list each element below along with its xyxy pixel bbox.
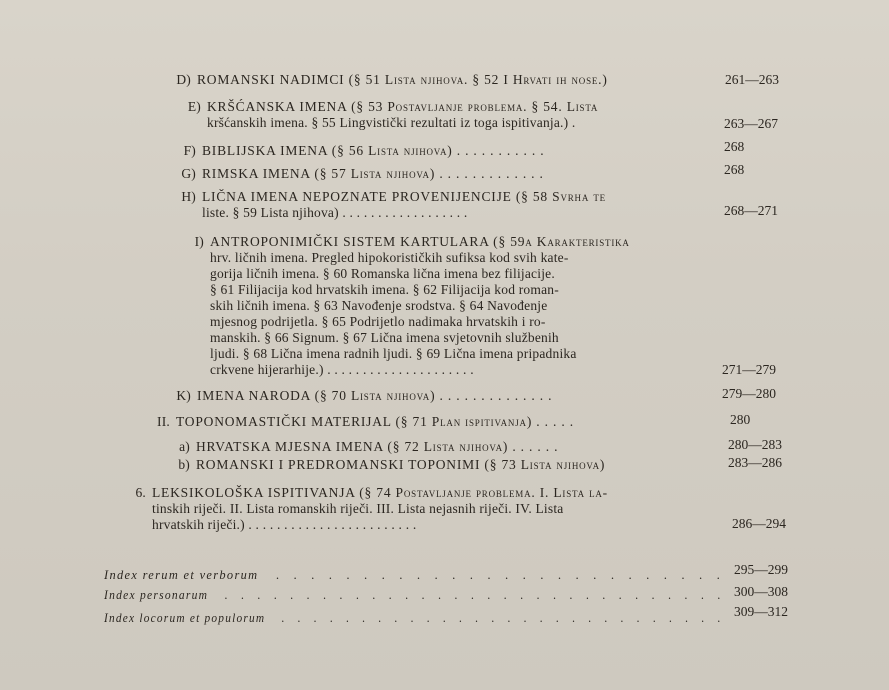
page-range: 283—286 (728, 455, 782, 470)
toc-entry-6 (118, 485, 608, 533)
entry-text: skih ličnih imena. § 63 Navođenje srodstva. § 64 Navođenje (210, 298, 548, 313)
entry-text: TOPONOMASTIČKI MATERIJAL (§ 71 Plan ispitivanja) . . . . . (176, 414, 574, 429)
entry-text: hrvatskih riječi.) . . . . . . . . . . . . . . . . . . . . . . . . (152, 517, 417, 532)
entry-label: F) (183, 143, 196, 158)
page-range: 309—312 (734, 604, 788, 619)
entry-label: 6. (135, 485, 146, 500)
page-range: 280 (730, 412, 751, 427)
entry-text: LIČNA IMENA NEPOZNATE PROVENIJENCIJE (§ 58 Svrha te (202, 189, 606, 204)
index-entry (104, 610, 726, 626)
entry-text: ANTROPONIMIČKI SISTEM KARTULARA (§ 59a Karakteristika (210, 234, 630, 249)
page-range: 300—308 (734, 584, 788, 599)
entry-text: hrv. ličnih imena. Pregled hipokorističkih sufiksa kod svih kate- (210, 250, 569, 265)
page-range: 271—279 (722, 362, 776, 377)
entry-text: kršćanskih imena. § 55 Lingvistički rezultati iz toga ispitivanja.) . (207, 115, 576, 130)
page-range: 268 (724, 139, 745, 154)
entry-text: IMENA NARODA (§ 70 Lista njihova) . . . . . . . . . . . . . . (197, 388, 553, 403)
page-range: 263—267 (724, 116, 778, 131)
entry-label: I) (194, 234, 204, 249)
toc-entry-k (155, 388, 552, 404)
entry-text: ljudi. § 68 Lična imena radnih ljudi. § 69 Lična imena pripadnika (210, 346, 577, 361)
entry-label: II. (157, 414, 170, 429)
index-entry (104, 567, 726, 583)
index-title: Index personarum (104, 587, 209, 602)
page-range: 261—263 (725, 72, 779, 87)
entry-text: manskih. § 66 Signum. § 67 Lična imena svjetovnih službenih (210, 330, 559, 345)
entry-label: K) (176, 388, 191, 403)
toc-entry-e (165, 99, 598, 131)
page-range: 280—283 (728, 437, 782, 452)
entry-label: E) (187, 99, 201, 114)
index-entry (104, 587, 726, 603)
entry-label: G) (181, 166, 196, 181)
index-title: Index rerum et verborum (104, 567, 259, 582)
entry-text: liste. § 59 Lista njihova) . . . . . . . . . . . . . . . . . . (202, 205, 468, 220)
toc-entry-f (160, 143, 544, 159)
entry-text: mjesnog podrijetla. § 65 Podrijetlo nadimaka hrvatskih i ro- (210, 314, 546, 329)
entry-text: tinskih riječi. II. Lista romanskih riječi. III. Lista nejasnih riječi. IV. Lista (152, 501, 564, 516)
entry-text: KRŠĆANSKA IMENA (§ 53 Postavljanje problema. § 54. Lista (207, 99, 599, 114)
page-range: 268—271 (724, 203, 778, 218)
entry-text: HRVATSKA MJESNA IMENA (§ 72 Lista njihova) . . . . . . (196, 439, 559, 454)
page-range: 279—280 (722, 386, 776, 401)
entry-label: a) (179, 439, 190, 454)
page-range: 286—294 (732, 516, 786, 531)
leader-dots: . . . . . . . . . . . . . . . . . . . . . . . . . . . . . . . (224, 587, 726, 602)
entry-text: BIBLIJSKA IMENA (§ 56 Lista njihova) . . . . . . . . . . . (202, 143, 545, 158)
toc-entry-ii (140, 414, 574, 430)
entry-text: ROMANSKI I PREDROMANSKI TOPONIMI (§ 73 Lista njihova) (196, 457, 606, 472)
toc-entry-a (150, 439, 558, 455)
leader-dots: . . . . . . . . . . . . . . . . . . . . . . . . . . . . (281, 610, 726, 625)
entry-label: b) (178, 457, 190, 472)
page-range: 268 (724, 162, 745, 177)
entry-text: § 61 Filijacija kod hrvatskih imena. § 62 Filijacija kod roman- (210, 282, 559, 297)
entry-text: ROMANSKI NADIMCI (§ 51 Lista njihova. § 52 I Hrvati ih nose.) (197, 72, 608, 87)
page-range: 295—299 (734, 562, 788, 577)
toc-entry-i (168, 234, 630, 378)
entry-text: gorija ličnih imena. § 60 Romanska lična imena bez filijacije. (210, 266, 555, 281)
toc-entry-d (155, 72, 608, 88)
leader-dots: . . . . . . . . . . . . . . . . . . . . . . . . . . (276, 567, 726, 582)
toc-entry-h (160, 189, 606, 221)
entry-text: RIMSKA IMENA (§ 57 Lista njihova) . . . . . . . . . . . . . (202, 166, 544, 181)
entry-label: H) (181, 189, 196, 204)
entry-text: LEKSIKOLOŠKA ISPITIVANJA (§ 74 Postavljanje problema. I. Lista la- (152, 485, 608, 500)
entry-text: crkvene hijerarhije.) . . . . . . . . . . . . . . . . . . . . . (210, 362, 474, 377)
index-title: Index locorum et populorum (104, 610, 266, 625)
entry-label: D) (176, 72, 191, 87)
toc-entry-g (160, 166, 544, 182)
toc-entry-b (150, 457, 605, 473)
